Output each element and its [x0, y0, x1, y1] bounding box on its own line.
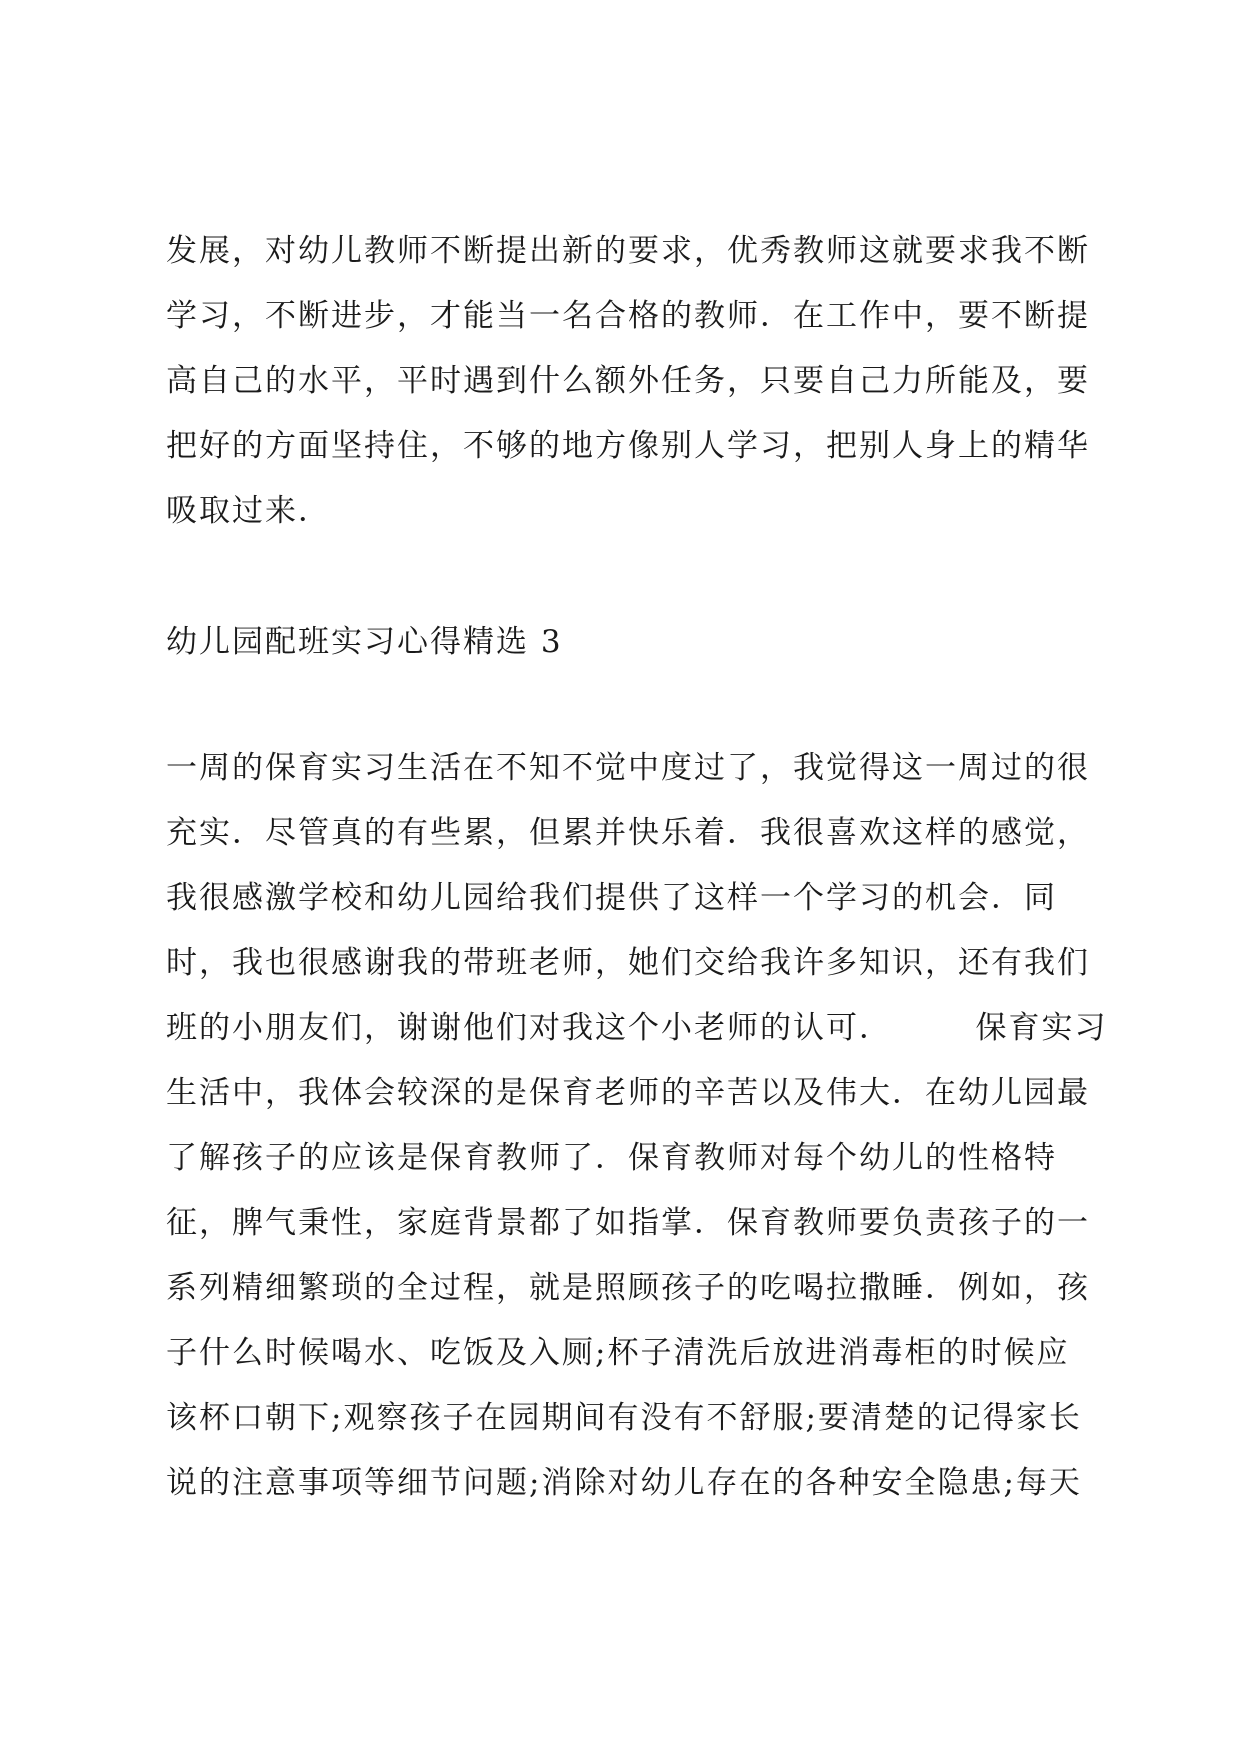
- text-line: 系列精细繁琐的全过程，就是照顾孩子的吃喝拉撒睡．例如，孩: [166, 1270, 1090, 1306]
- text-line: 班的小朋友们，谢谢他们对我这个小老师的认可． 保育实习: [166, 1010, 1108, 1046]
- section-heading-block: [166, 610, 1096, 675]
- text-line: 发展，对幼儿教师不断提出新的要求，优秀教师这就要求我不断: [166, 233, 1090, 269]
- text-line: 说的注意事项等细节问题;消除对幼儿存在的各种安全隐患;每天: [166, 1465, 1082, 1501]
- text-line: 学习，不断进步，才能当一名合格的教师．在工作中，要不断提: [166, 298, 1090, 334]
- text-line: 了解孩子的应该是保育教师了．保育教师对每个幼儿的性格特: [166, 1140, 1057, 1176]
- text-line: 时，我也很感谢我的带班老师，她们交给我许多知识，还有我们: [166, 945, 1090, 981]
- text-line: 高自己的水平，平时遇到什么额外任务，只要自己力所能及，要: [166, 363, 1090, 399]
- text-line: 该杯口朝下;观察孩子在园期间有没有不舒服;要清楚的记得家长: [166, 1400, 1082, 1436]
- text-line: 我很感激学校和幼儿园给我们提供了这样一个学习的机会．同: [166, 880, 1057, 916]
- paragraph-continuation: [166, 219, 1096, 544]
- text-line: 征，脾气秉性，家庭背景都了如指掌．保育教师要负责孩子的一: [166, 1205, 1090, 1241]
- text-line: 把好的方面坚持住，不够的地方像别人学习，把别人身上的精华: [166, 428, 1090, 464]
- text-line: 一周的保育实习生活在不知不觉中度过了，我觉得这一周过的很: [166, 750, 1090, 786]
- text-line: 生活中，我体会较深的是保育老师的辛苦以及伟大．在幼儿园最: [166, 1075, 1090, 1111]
- section-heading: 幼儿园配班实习心得精选 3: [166, 624, 563, 660]
- text-line: 吸取过来．: [166, 493, 331, 529]
- text-line: 子什么时候喝水、吃饭及入厕;杯子清洗后放进消毒柜的时候应: [166, 1335, 1070, 1371]
- paragraph-body: [166, 736, 1108, 1516]
- text-line: 充实．尽管真的有些累，但累并快乐着．我很喜欢这样的感觉，: [166, 815, 1090, 851]
